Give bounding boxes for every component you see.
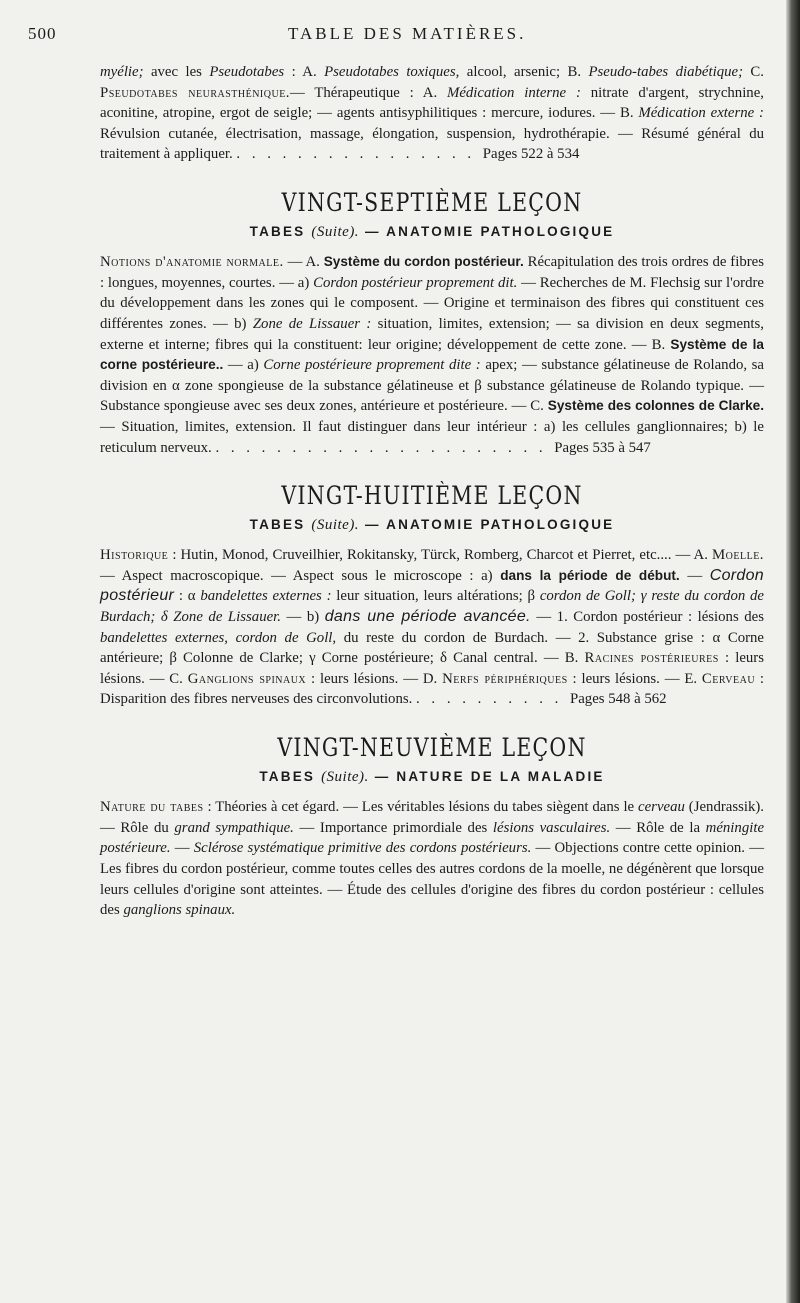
lesson-subheading-28: TABES (Suite). — ANATOMIE PATHOLOGIQUE [249, 516, 615, 533]
running-title: TABLE DES MATIÈRES. [288, 24, 527, 43]
continuation-paragraph: myélie; avec les Pseudotabes : A. Pseudotabes toxiques, alcool, arsenic; B. Pseudo-tabes diabétique; C. Pseudotabes neurasthénique.— Thérapeutique : A. Médication interne : nitrate d'argent, strychnine, aconitine, atropine, ergot de seigle; — agents antisyphilitiques : mercure, iodures. — B. Médication externe : Révulsion cutanée, électrisation, massage, élongation, suspension, hydrothérapie. — Résumé général du traitement à appliquer. . . . . . . . . . . . . . . . . Pages 522 à 534 [100, 64, 764, 163]
page-number: 500 [28, 24, 57, 43]
page-range: Pages 522 à 534 [482, 146, 580, 163]
page-range: Pages 535 à 547 [554, 439, 651, 456]
lesson-heading-27: VINGT-SEPTIÈME LEÇON [281, 187, 583, 217]
lesson-27-paragraph: Notions d'anatomie normale. — A. Système du cordon postérieur. Récapitulation des trois ordres de fibres : longues, moyennes, courtes. — a) Cordon postérieur proprement dit. — Recherches de M. Flechsig sur l'ordre du développement dans les zones qui le composent. — Origine et terminaison des fibres qui constituent ces différentes zones. — b) Zone de Lissauer : situation, limites, extension; — sa division en deux segments, externe et interne; fibres qui la constituent: leur origine; développement de cette zone. — B. Système de la corne postérieure.. — a) Corne postérieure proprement dite : apex; — substance gélatineuse de Rolando, sa division en α zone spongieuse de la substance gélatineuse et β substance gélatineuse de Rolando typique. — Substance spongieuse avec ses deux zones, antérieure et postérieure. — C. Système des colonnes de Clarke. — Situation, limites, extension. Il faut distinguer dans leur intérieur : a) les cellules ganglionnaires; b) le reticulum nerveux. . . . . . . . . . . . . . . . . . . . . . . Pages 535 à 547 [100, 254, 765, 456]
lesson-29-paragraph: Nature du tabes : Théories à cet égard. — Les véritables lésions du tabes siègent dans le cerveau (Jendrassik). — Rôle du grand sympathique. — Importance primordiale des lésions vasculaires. — Rôle de la méningite postérieure. — Sclérose systématique primitive des cordons postérieurs. — Objections contre cette opinion. — Les fibres du cordon postérieur, comme toutes celles des autres cordons de la moelle, ne dégénèrent que lorsque leurs cellules d'origine sont atteintes. — Étude des cellules d'origine des fibres du cordon postérieur : cellules des ganglions spinaux. [100, 799, 765, 919]
page-edge-shadow [786, 0, 800, 1303]
lesson-heading-28: VINGT-HUITIÈME LEÇON [281, 481, 583, 511]
lesson-28-paragraph: Historique : Hutin, Monod, Cruveilhier, Rokitansky, Türck, Romberg, Charcot et Pierret, etc.... — A. Moelle. — Aspect macroscopique. — Aspect sous le microscope : a) dans la période de début. — Cordon postérieur : α bandelettes externes : leur situation, leurs altérations; β cordon de Goll; γ reste du cordon de Burdach; δ Zone de Lissauer. — b) dans une période avancée. — 1. Cordon postérieur : lésions des bandelettes externes, cordon de Goll, du reste du cordon de Burdach. — 2. Substance grise : α Corne antérieure; β Colonne de Clarke; γ Corne postérieure; δ Canal central. — B. Racines postérieures : leurs lésions. — C. Ganglions spinaux : leurs lésions. — D. Nerfs périphériques : leurs lésions. — E. Cerveau : Disparition des fibres nerveuses des circonvolutions. . . . . . . . . . . Pages 548 à 562 [100, 547, 764, 708]
page-range: Pages 548 à 562 [570, 691, 667, 708]
lesson-heading-29: VINGT-NEUVIÈME LEÇON [277, 733, 587, 763]
page-body [100, 62, 764, 921]
lesson-subheading-29: TABES (Suite). — NATURE DE LA MALADIE [259, 768, 605, 785]
lesson-subheading-27: TABES (Suite). — ANATOMIE PATHOLOGIQUE [249, 223, 615, 240]
